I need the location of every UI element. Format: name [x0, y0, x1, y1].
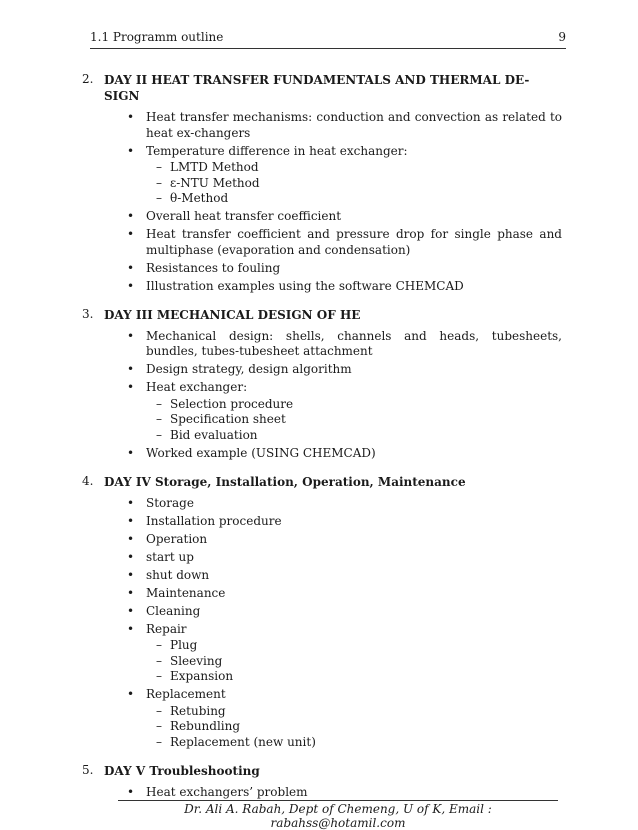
subtopic-text: θ-Method: [170, 191, 229, 205]
bullet-icon: •: [127, 110, 135, 124]
topic-item: [120, 329, 562, 360]
day-title-line: SIGN: [104, 89, 140, 103]
outline-content: [0, 72, 638, 803]
section-gap: [0, 464, 638, 474]
day-section: [82, 72, 562, 294]
topic-item: [120, 279, 562, 295]
section-gap: [0, 297, 638, 307]
dash-icon: –: [156, 719, 162, 733]
subtopic-text: LMTD Method: [170, 160, 259, 174]
day-number: 3.: [82, 306, 94, 321]
subtopic-text: Rebundling: [170, 719, 241, 733]
topic-text: Cleaning: [146, 603, 201, 618]
day-title: DAY IV Storage, Installation, Operation, Maintenance: [104, 474, 466, 489]
subtopic-item: [156, 176, 562, 192]
day-title: DAY V Troubleshooting: [104, 763, 260, 778]
day-number: 4.: [82, 473, 94, 488]
subtopic-item: [156, 735, 562, 751]
topic-text: Repair: [146, 621, 187, 636]
header-divider: [90, 48, 566, 49]
dash-icon: –: [156, 638, 162, 652]
page-header: [90, 30, 566, 44]
dash-icon: –: [156, 427, 162, 442]
topic-list: [104, 329, 562, 462]
bullet-icon: •: [127, 380, 135, 394]
bullet-icon: •: [127, 687, 135, 701]
topic-text: Design strategy, design algorithm: [146, 362, 352, 376]
topic-text: start up: [146, 549, 194, 564]
bullet-icon: •: [127, 531, 135, 546]
dash-icon: –: [156, 191, 162, 205]
bullet-icon: •: [127, 143, 135, 158]
dash-icon: –: [156, 175, 162, 190]
subtopic-item: [156, 704, 562, 720]
subtopic-item: [156, 669, 562, 685]
day-section: [82, 306, 562, 462]
footer-divider: [118, 800, 558, 801]
topic-text: Storage: [146, 495, 194, 510]
topic-text: Heat transfer mechanisms: conduction and convection as related to heat ex-changers: [146, 110, 562, 140]
topic-text: Resistances to fouling: [146, 260, 281, 275]
bullet-icon: •: [127, 603, 135, 618]
bullet-icon: •: [127, 585, 135, 600]
bullet-icon: •: [127, 260, 135, 275]
topic-text: Worked example (USING CHEMCAD): [146, 445, 376, 460]
section-title: 1.1 Programm outline: [90, 30, 224, 44]
subtopic-list: [146, 638, 562, 685]
topic-item: [120, 110, 562, 141]
subtopic-item: [156, 654, 562, 670]
topic-text: shut down: [146, 567, 210, 582]
day-title-line: DAY II HEAT TRANSFER FUNDAMENTALS AND THERMAL DE-: [104, 73, 530, 87]
bullet-icon: •: [127, 621, 135, 636]
subtopic-text: Selection procedure: [170, 396, 294, 411]
subtopic-item: [156, 719, 562, 735]
subtopic-item: [156, 160, 562, 176]
subtopic-item: [156, 397, 562, 413]
subtopic-text: Bid evaluation: [170, 427, 258, 442]
topic-list: [104, 110, 562, 294]
topic-list: [104, 785, 562, 801]
topic-text: Heat exchangers’ problem: [146, 784, 308, 799]
topic-item: [120, 550, 562, 566]
day-number: 5.: [82, 762, 94, 777]
page-number: 9: [558, 30, 566, 44]
day-title: DAY III MECHANICAL DESIGN OF HE: [104, 307, 361, 322]
topic-item: [120, 568, 562, 584]
bullet-icon: •: [127, 445, 135, 460]
bullet-icon: •: [127, 362, 135, 376]
topic-item: [120, 532, 562, 548]
subtopic-item: [156, 191, 562, 207]
topic-item: [120, 261, 562, 277]
subtopic-item: [156, 428, 562, 444]
topic-item: [120, 496, 562, 512]
bullet-icon: •: [127, 567, 135, 582]
subtopic-text: Replacement (new unit): [170, 734, 316, 749]
dash-icon: –: [156, 703, 162, 718]
topic-text: Operation: [146, 531, 208, 546]
topic-item: [120, 622, 562, 685]
topic-text: Maintenance: [146, 585, 226, 600]
topic-item: [120, 380, 562, 443]
topic-text: Installation procedure: [146, 513, 282, 528]
footer-author: Dr. Ali A. Rabah, Dept of Chemeng, U of K, Email : rabahss@hotamil.com: [184, 802, 492, 830]
subtopic-text: Plug: [170, 638, 198, 652]
subtopic-item: [156, 638, 562, 654]
bullet-icon: •: [127, 495, 135, 510]
subtopic-text: ε-NTU Method: [170, 175, 260, 190]
topic-item: [120, 446, 562, 462]
topic-item: [120, 514, 562, 530]
bullet-icon: •: [127, 278, 135, 293]
topic-item: [120, 144, 562, 207]
topic-item: [120, 227, 562, 258]
topic-text: Illustration examples using the software CHEMCAD: [146, 278, 464, 293]
subtopic-text: Sleeving: [170, 653, 223, 668]
topic-item: [120, 586, 562, 602]
dash-icon: –: [156, 734, 162, 749]
bullet-icon: •: [127, 513, 135, 528]
bullet-icon: •: [127, 784, 135, 799]
topic-text: Temperature difference in heat exchanger:: [146, 143, 408, 158]
topic-item: [120, 687, 562, 750]
dash-icon: –: [156, 396, 162, 411]
topic-text: Mechanical design: shells, channels and heads, tubesheets, bundles, tubes-tubesheet attachment: [146, 328, 562, 358]
subtopic-text: Expansion: [170, 669, 234, 683]
subtopic-list: [146, 704, 562, 751]
topic-text: Heat transfer coefficient and pressure drop for single phase and multiphase (evaporation and condensation): [146, 227, 562, 257]
topic-item: [120, 785, 562, 801]
day-title: [104, 72, 562, 104]
subtopic-text: Retubing: [170, 703, 226, 718]
topic-text: Heat exchanger:: [146, 380, 248, 394]
topic-item: [120, 604, 562, 620]
topic-list: [104, 496, 562, 751]
day-number: 2.: [82, 72, 94, 86]
subtopic-item: [156, 412, 562, 428]
dash-icon: –: [156, 412, 162, 426]
subtopic-list: [146, 160, 562, 207]
bullet-icon: •: [127, 328, 135, 343]
section-gap: [0, 753, 638, 763]
bullet-icon: •: [127, 549, 135, 564]
bullet-icon: •: [127, 227, 135, 241]
topic-item: [120, 362, 562, 378]
day-section: [82, 762, 562, 801]
subtopic-text: Specification sheet: [170, 412, 286, 426]
topic-text: Overall heat transfer coefficient: [146, 209, 342, 223]
bullet-icon: •: [127, 209, 135, 223]
dash-icon: –: [156, 160, 162, 174]
subtopic-list: [146, 397, 562, 444]
dash-icon: –: [156, 669, 162, 683]
topic-item: [120, 209, 562, 225]
topic-text: Replacement: [146, 687, 226, 701]
dash-icon: –: [156, 653, 162, 668]
day-section: [82, 473, 562, 751]
